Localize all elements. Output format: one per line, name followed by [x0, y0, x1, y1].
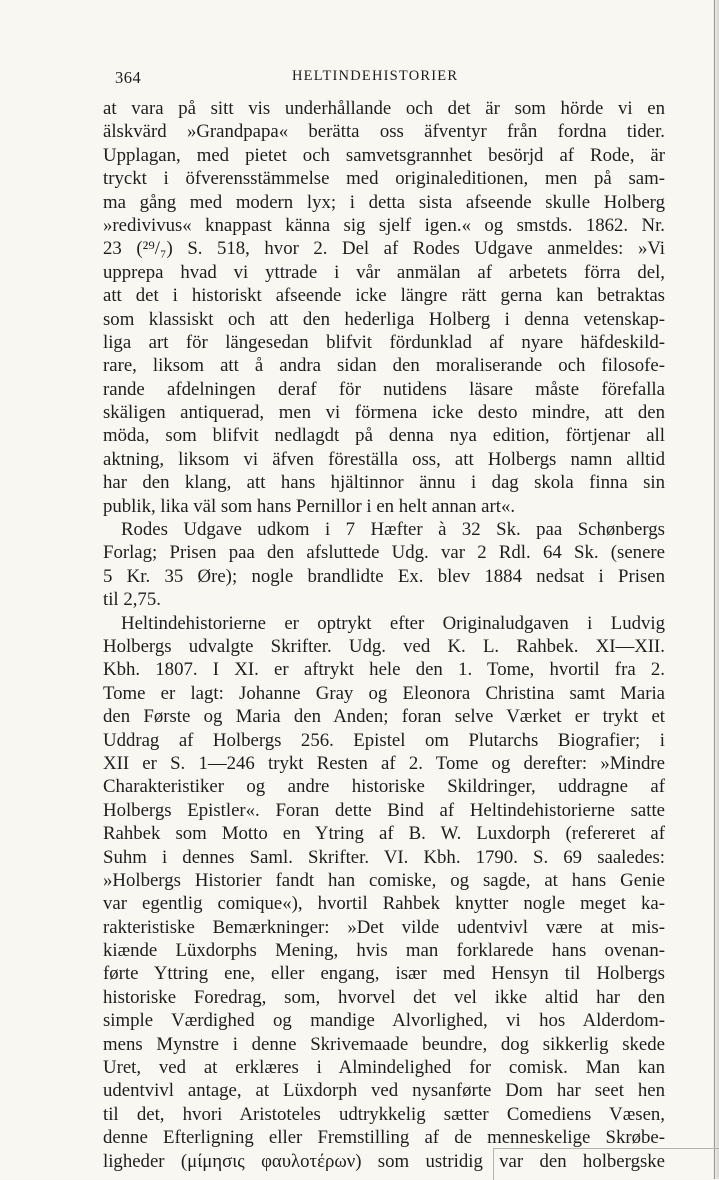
text-line: XII er S. 1—246 trykt Resten af 2. Tome og derefter: »Mindre [103, 752, 665, 774]
text-line: Uddrag af Holbergs 256. Epistel om Plutarchs Biografier; i [103, 729, 665, 751]
text-line: at vara på sitt vis underhållande och det är som hörde vi en [103, 98, 665, 119]
text-line: 5 Kr. 35 Øre); nogle brandlidte Ex. blev 1884 nedsat i Prisen [103, 565, 665, 587]
text-line: upprepa hvad vi yttrade i vår anmälan af arbetets förra del, [103, 261, 665, 283]
page-edge-line [714, 0, 715, 1179]
text-line: skäligen antiquerad, men vi förmena icke desto mindre, att den [103, 402, 665, 424]
text-line: historiske Foredrag, som, hvorvel det vel ikke altid har den [103, 986, 665, 1008]
text-line: var egentlig comique«), hvortil Rahbek knytter nogle meget ka- [103, 893, 665, 915]
text-line: Suhm i dennes Saml. Skrifter. VI. Kbh. 1790. S. 69 saaledes: [103, 846, 665, 868]
text-line: rakteristiske Bemærkninger: »Det vilde udentvivl være at mis- [103, 916, 665, 938]
text-line: Upplagan, med pietet och samvetsgrannhet besörjd af Rode, är [103, 144, 665, 166]
text-line: Tome er lagt: Johanne Gray og Eleonora Christina samt Maria [103, 682, 665, 704]
paragraph-3 [103, 612, 665, 1173]
text-line: simple Værdighed og mandige Alvorlighed, vi hos Alderdom- [103, 1010, 665, 1032]
text-line: »Holbergs Historier fandt han comiske, og sagde, at hans Genie [103, 869, 665, 891]
text-line: kiænde Lüxdorphs Mening, hvis man forklarede hans ovenan- [103, 940, 665, 962]
page-number: 364 [115, 68, 142, 87]
text-line: 23 (²⁹/₇) S. 518, hvor 2. Del af Rodes Udgave anmeldes: »Vi [103, 238, 665, 260]
text-line: den Første og Maria den Anden; foran selve Værket er trykt et [103, 706, 665, 728]
running-head: HELTINDEHISTORIER [292, 68, 459, 84]
text-line: rande afdelningen deraf för nutidens läsare måste förefalla [103, 378, 665, 400]
text-line: publik, lika väl som hans Pernillor i en helt annan art«. [103, 495, 516, 517]
text-line: Rodes Udgave udkom i 7 Hæfter à 32 Sk. paa Schønbergs [121, 519, 665, 541]
text-line: Uret, ved at erklæres i Almindelighed for comisk. Man kan [103, 1057, 665, 1079]
text-line: Holbergs Epistler«. Foran dette Bind af Heltindehistorierne satte [103, 799, 665, 821]
text-line: älskvärd »Grandpapa« berätta oss äfventyr från fordna tider. [103, 121, 665, 143]
text-line: som klassiskt och att den hederliga Holberg i denna vetenskap- [103, 308, 665, 330]
text-line: Rahbek som Motto en Ytring af B. W. Luxdorph (refereret af [103, 823, 665, 845]
text-line: »redivivus« knappast känna sig sjelf igen.« og smstds. 1862. Nr. [103, 214, 665, 236]
text-line: Forlag; Prisen paa den afsluttede Udg. var 2 Rdl. 64 Sk. (senere [103, 542, 665, 564]
text-line: har den klang, att hans hjältinnor ännu i dag skola finna sin [103, 472, 665, 494]
text-line: denne Efterligning eller Fremstilling af de menneskelige Skrøbe- [103, 1127, 665, 1149]
text-line: möda, som blifvit nedlagdt på denna nya edition, förtjenar all [103, 425, 665, 447]
text-line: Kbh. 1807. I XI. er aftrykt hele den 1. Tome, hvortil fra 2. [103, 659, 665, 681]
body-text [103, 97, 665, 1173]
text-line: liga art för längesedan blifvit fördunklad af nyare häfdeskild- [103, 331, 665, 353]
text-line: Heltindehistorierne er optrykt efter Originaludgaven i Ludvig [121, 612, 665, 634]
text-line: Charakteristiker og andre historiske Skildringer, uddragne af [103, 776, 665, 798]
text-line: udentvivl antage, at Lüxdorph ved nysanførte Dom har seet hen [103, 1080, 665, 1102]
paragraph-1 [103, 97, 665, 518]
text-line: til 2,75. [103, 589, 161, 611]
page-header [115, 68, 665, 92]
text-line: ligheder (μίμησις φαυλοτέρων) som ustridig var den holbergske [103, 1150, 665, 1172]
text-line: førte Yttring ene, eller engang, især med Hensyn til Holbergs [103, 963, 665, 985]
text-line: til det, hvori Aristoteles udtrykkelig sætter Comediens Væsen, [103, 1103, 665, 1125]
text-line: Holbergs udvalgte Skrifter. Udg. ved K. L. Rahbek. XI—XII. [103, 635, 665, 657]
text-line: aktning, liksom vi äfven föreställa oss, att Holbergs namn alltid [103, 448, 665, 470]
text-line: att det i historiskt afseende icke längre rätt gerna kan betraktas [103, 285, 665, 307]
text-line: ma gång med modern lyx; i detta sista afseende skulle Holberg [103, 191, 665, 213]
text-line: tryckt i öfverensstämmelse med originaleditionen, men på sam- [103, 168, 665, 190]
paragraph-2 [103, 518, 665, 612]
text-line: rare, liksom att å andra sidan den moraliserande och filosofe- [103, 355, 665, 377]
text-line: mens Mynstre i denne Skrivemaade beundre, dog sikkerlig skede [103, 1033, 665, 1055]
